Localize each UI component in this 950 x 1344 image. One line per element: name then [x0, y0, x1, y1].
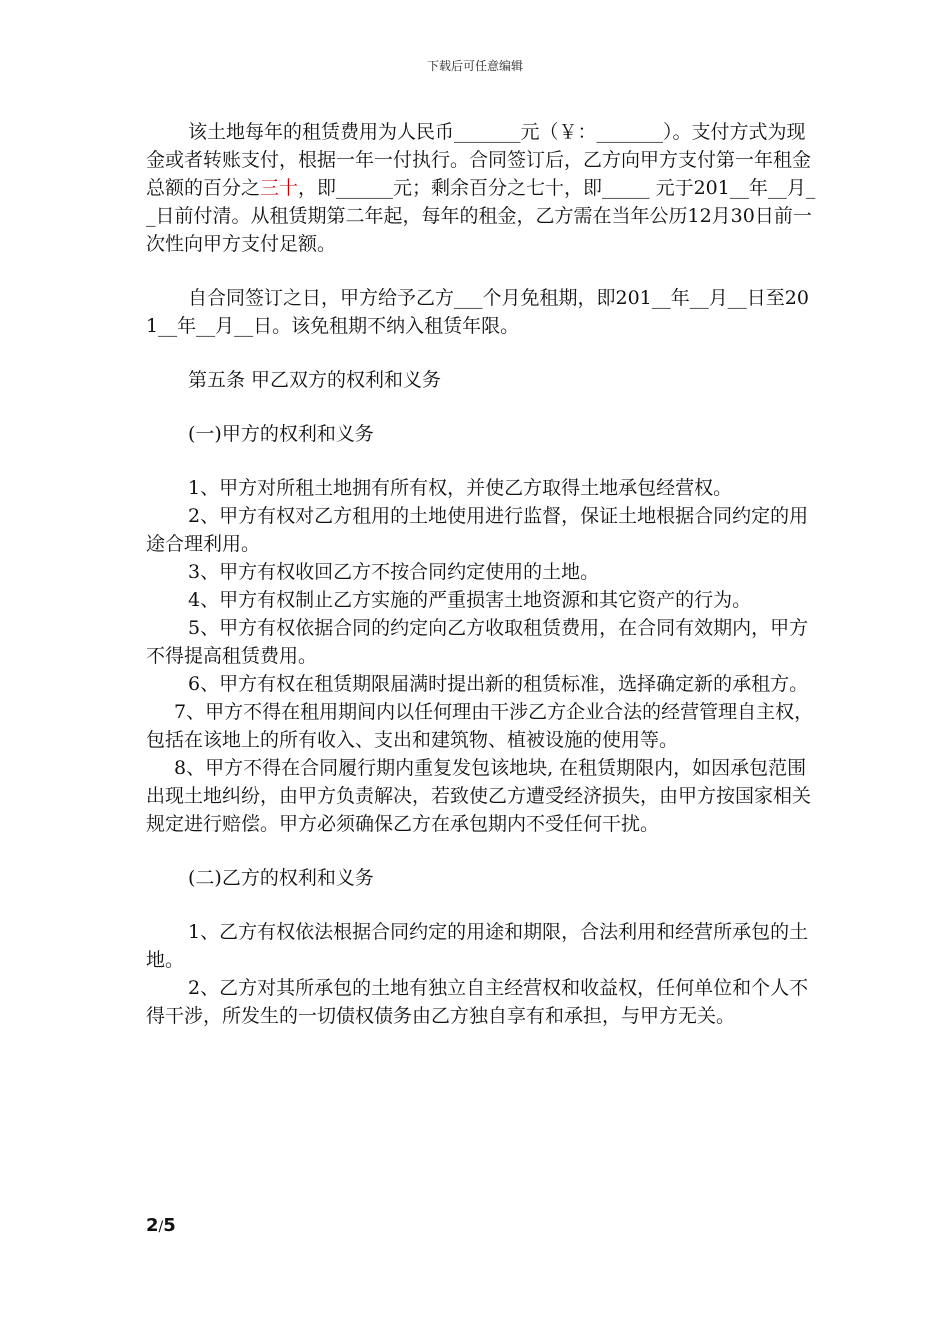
rent-highlight: 三十: [260, 177, 299, 199]
rent-paragraph: [146, 118, 816, 258]
total-pages: 5: [163, 1215, 176, 1236]
rent-text-b: ，即______元；剩余百分之七十，即_____ 元于201__年__月__日前付清。从租赁期第二年起，每年的租金，乙方需在当年公历12月30日前一次性向甲方支付足额。: [146, 177, 816, 255]
clause-a5: 5、甲方有权依据合同的约定向乙方收取租赁费用，在合同有效期内，甲方不得提高租赁费用。: [146, 617, 809, 667]
article-5-heading: 第五条 甲乙双方的权利和义务: [188, 369, 442, 391]
rent-text-a: 该土地每年的租赁费用为人民币_______元（￥：_______）。支付方式为现金或者转账支付，根据一年一付执行。合同签订后，乙方向甲方支付第一年租金总额的百分之: [146, 121, 812, 199]
clause-a8: 8、甲方不得在合同履行期内重复发包该地块, 在租赁期限内，如因承包范围出现土地纠纷，由甲方负责解决，若致使乙方遭受经济损失，由甲方按国家相关规定进行赔偿。甲方必须确保乙方在承包期内不受任何干扰。: [146, 757, 812, 835]
clause-a6: 6、甲方有权在租赁期限届满时提出新的租赁标准，选择确定新的承租方。: [188, 673, 809, 695]
clause-a4: 4、甲方有权制止乙方实施的严重损害土地资源和其它资产的行为。: [188, 589, 752, 611]
clause-a3: 3、甲方有权收回乙方不按合同约定使用的土地。: [188, 561, 600, 583]
current-page: 2: [146, 1215, 159, 1236]
clause-a1: 1、甲方对所租土地拥有所有权，并使乙方取得土地承包经营权。: [188, 477, 733, 499]
section-2-heading: (二)乙方的权利和义务: [188, 867, 374, 889]
clause-b1: 1、乙方有权依法根据合同约定的用途和期限，合法利用和经营所承包的土地。: [146, 921, 809, 971]
document-body: [146, 118, 816, 1030]
section-1-heading: (一)甲方的权利和义务: [188, 423, 374, 445]
clause-a2: 2、甲方有权对乙方租用的土地使用进行监督，保证土地根据合同约定的用途合理利用。: [146, 505, 809, 555]
clause-b2: 2、乙方对其所承包的土地有独立自主经营权和收益权，任何单位和个人不得干涉，所发生的一切债权债务由乙方独自享有和承担，与甲方无关。: [146, 977, 809, 1027]
page-number: [146, 1215, 176, 1236]
clause-a7: 7、甲方不得在租用期间内以任何理由干涉乙方企业合法的经营管理自主权，包括在该地上的所有收入、支出和建筑物、植被设施的使用等。: [146, 701, 814, 751]
page-separator: /: [158, 1219, 164, 1235]
page-header: 下载后可任意编辑: [426, 59, 523, 73]
free-period-paragraph: 自合同签订之日，甲方给予乙方___个月免租期，即201__年__月__日至201__年__月__日。该免租期不纳入租赁年限。: [146, 287, 809, 337]
